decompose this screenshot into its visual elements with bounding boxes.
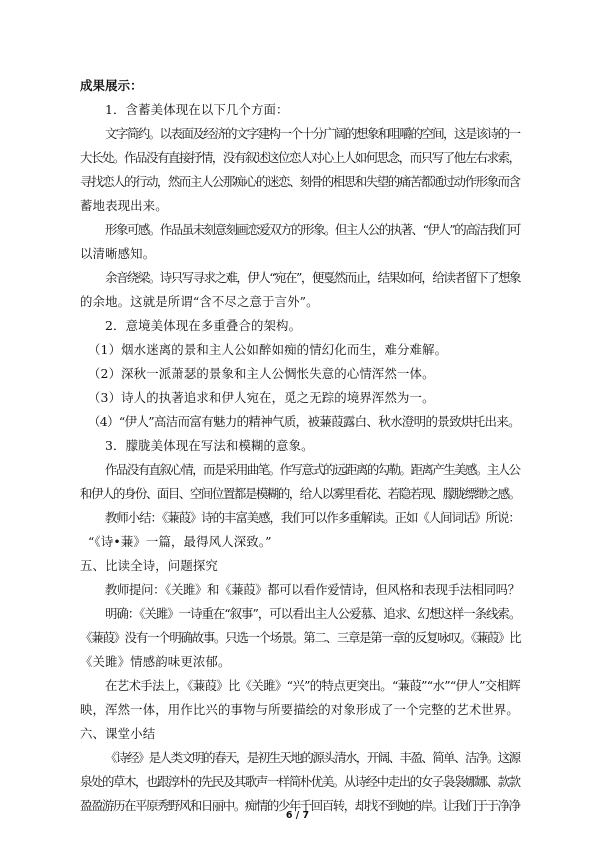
paragraph-line: 《关雎》情感韵味更浓郁。 (80, 654, 231, 669)
section-heading: 六、课堂小结 (80, 726, 156, 741)
paragraph-line: 寻找恋人的行动，然而主人公那痴心的迷恋、刻骨的相思和失望的痛苦都通过动作形象而含 (80, 174, 520, 189)
paragraph-line: 映，浑然一体，用作比兴的事物与所要描绘的对象形成了一个完整的艺术世界。 (80, 702, 519, 717)
paragraph-line: 盈盈游历在平原秀野风和日丽中。痴情的少年千回百转，却找不到她的岸。让我们于于净净 (80, 798, 520, 813)
list-item: （4）“伊人”高洁而富有魅力的精神气质，被蒹葭露白、秋水澄明的景致烘托出来。 (88, 414, 520, 429)
paragraph-line: 文字简约。以表面及经济的文字建构一个十分广阔的想象和咀嚼的空间，这是该诗的一 (105, 126, 520, 141)
paragraph-line: 的余地。这就是所谓“含不尽之意于言外”。 (80, 294, 319, 309)
paragraph-line: 1．含蓄美体现在以下几个方面： (105, 102, 289, 117)
paragraph-line: 大长处。作品没有直接抒情，没有叙述这位恋人对心上人如何思念，而只写了他左右求索， (80, 150, 520, 165)
paragraph-line: 以清晰感知。 (80, 246, 156, 261)
paragraph-line: 和伊人的身份、面目、空间位置都是模糊的，给人以雾里看花、若隐若现、朦胧缥缈之感。 (80, 486, 520, 501)
paragraph-line: 《诗经》是人类文明的春天，是初生天地的源头清水，开阔、丰盈、简单、洁净。这源 (105, 750, 520, 765)
list-item: （3）诗人的执著追求和伊人宛在，觅之无踪的境界浑然为一。 (88, 390, 435, 405)
paragraph-line: 余音绕梁。诗只写寻求之难，伊人“宛在”，便戛然而止，结果如何，给读者留下了想象 (105, 270, 520, 285)
paragraph-line: 作品没有直叙心情，而是采用曲笔。作写意式的远距离的勾勒。距离产生美感。主人公 (105, 462, 520, 477)
paragraph-line: 《蒹葭》没有一个明确故事。只选一个场景。第二、三章是第一章的反复咏叹。《蒹葭》比 (80, 630, 521, 645)
paragraph-line: 教师小结：《蒹葭》诗的丰富美感，我们可以作多重解读。正如《人间词话》所说： (105, 510, 520, 525)
paragraph-line: 2．意境美体现在多重叠合的架构。 (105, 318, 302, 333)
paragraph-line: 3．朦胧美体现在写法和模糊的意象。 (105, 438, 314, 453)
list-item: （2）深秋一派萧瑟的景象和主人公惆怅失意的心情浑然一体。 (88, 366, 435, 381)
paragraph-line: 形象可感。作品虽未刻意刻画恋爱双方的形象。但主人公的执著、“伊人”的高洁我们可 (105, 222, 520, 237)
section-heading: 成果展示： (80, 78, 143, 93)
section-heading: 五、比读全诗，问题探究 (80, 558, 218, 573)
quote-line: “《诗•蒹》一篇，最得风人深致。” (88, 534, 272, 549)
paragraph-line: 泉处的草木，也跟淳朴的先民及其歌声一样简朴优美。从诗经中走出的女子袅袅娜娜、款款 (80, 774, 520, 789)
paragraph-line: 明确：《关雎》一诗重在“叙事”，可以看出主人公爱慕、追求、幻想这样一条线索。 (105, 606, 521, 621)
paragraph-line: 在艺术手法上，《蒹葭》比《关雎》“兴”的特点更突出。“蒹葭”“水”“伊人”交相辉 (105, 678, 520, 693)
paragraph-line: 教师提问：《关雎》和《蒹葭》都可以看作爱情诗，但风格和表现手法相同吗？ (105, 582, 520, 597)
list-item: （1）烟水迷离的景和主人公如醉如痴的情幻化而生，难分难解。 (88, 342, 448, 357)
paragraph-line: 蓄地表现出来。 (80, 198, 168, 213)
page-number: 6 / 7 (285, 810, 310, 821)
